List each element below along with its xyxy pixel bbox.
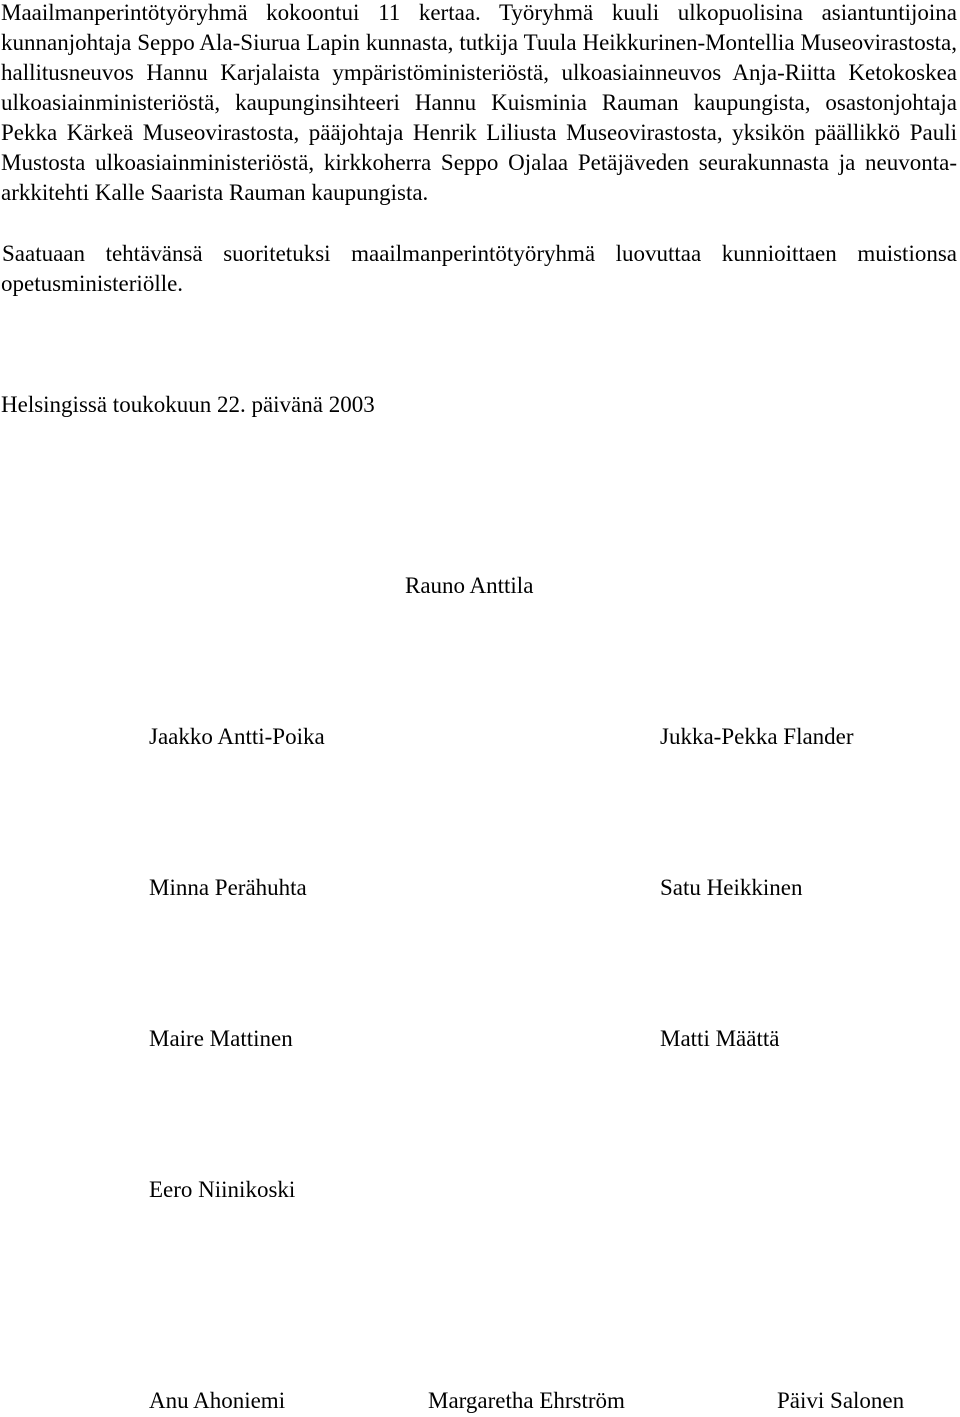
signatory-chair: Rauno Anttila [405, 573, 534, 598]
signatory-name: Eero Niinikoski [149, 1177, 296, 1202]
signatory-name: Päivi Salonen [777, 1388, 905, 1413]
signatory-name: Anu Ahoniemi [149, 1388, 286, 1413]
signatory-name: Jaakko Antti-Poika [149, 724, 325, 749]
signatory-name: Maire Mattinen [149, 1026, 293, 1051]
date-line: Helsingissä toukokuun 22. päivänä 2003 [1, 392, 375, 417]
signatory-name: Matti Määttä [660, 1026, 780, 1051]
signatory-name: Satu Heikkinen [660, 875, 803, 900]
signatory-name: Minna Perähuhta [149, 875, 307, 900]
body-paragraph-handover: Saatuaan tehtävänsä suoritetuksi maailmanperintötyöryhmä luovuttaa kunnioittaen muistionsa opetusministeriölle. [1, 241, 957, 296]
signatory-name: Margaretha Ehrström [428, 1388, 625, 1413]
signatory-name: Jukka-Pekka Flander [660, 724, 854, 749]
body-paragraph-consultations: Maailmanperintötyöryhmä kokoontui 11 kertaa. Työryhmä kuuli ulkopuolisina asiantuntijoina kunnanjohtaja Seppo Ala-Siurua Lapin kunnasta, tutkija Tuula Heikkurinen-Montellia Museovirastosta, hallitusneuvos Hannu Karjalaista ympäristöministeriöstä, ulkoasiainneuvos Anja-Riitta Ketokoskea ulkoasiainministeriöstä, kaupunginsihteeri Hannu Kuisminia Rauman kaupungista, osastonjohtaja Pekka Kärkeä Museovirastosta, pääjohtaja Henrik Liliusta Museovirastosta, yksikön päällikkö Pauli Mustosta ulkoasiainministeriöstä, kirkkoherra Seppo Ojalaa Petäjäveden seurakunnasta ja neuvonta-arkkitehti Kalle Saarista Rauman kaupungista. [1, 0, 957, 205]
